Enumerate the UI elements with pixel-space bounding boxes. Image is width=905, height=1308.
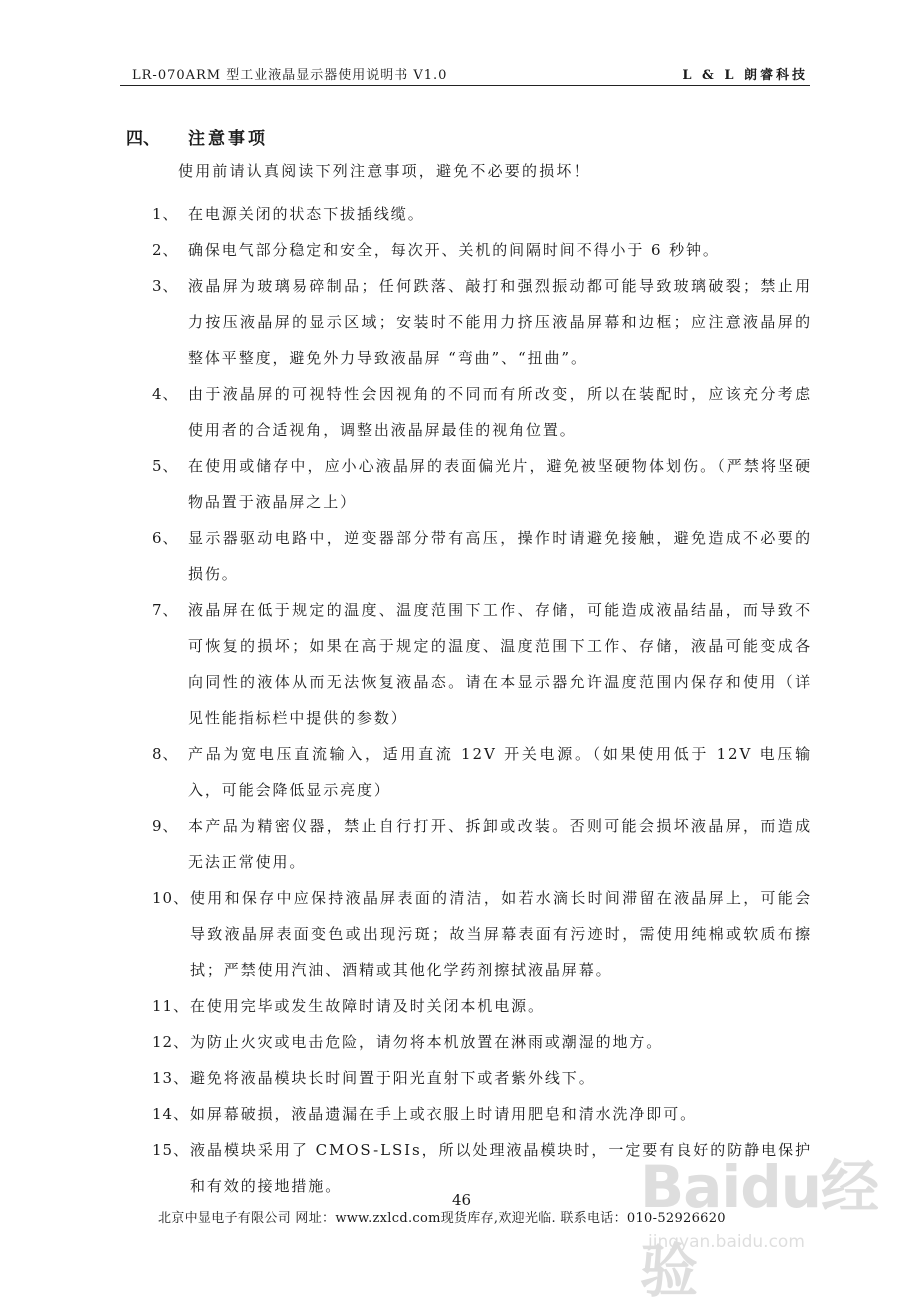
header-document-title: LR-070ARM 型工业液晶显示器使用说明书 V1.0 — [132, 68, 448, 83]
list-item — [152, 736, 812, 808]
intro-text: 使用前请认真阅读下列注意事项，避免不必要的损坏！ — [178, 162, 591, 180]
list-item-number: 2、 — [152, 241, 179, 259]
list-item-text: 避免将液晶模块长时间置于阳光直射下或者紫外线下。 — [190, 1069, 596, 1087]
list-item-text: 在使用完毕或发生故障时请及时关闭本机电源。 — [190, 997, 545, 1015]
list-item-text: 液晶屏为玻璃易碎制品；任何跌落、敲打和强烈振动都可能导致玻璃破裂；禁止用力按压液晶屏的显示区域；安装时不能用力挤压液晶屏幕和边框；应注意液晶屏的整体平整度，避免外力导致液晶屏 “弯曲”、“扭曲”。 — [188, 277, 812, 367]
list-item-number: 14、 — [152, 1105, 190, 1123]
list-item-number: 12、 — [152, 1033, 190, 1051]
list-item-text: 液晶模块采用了 CMOS-LSIs，所以处理液晶模块时，一定要有良好的防静电保护和有效的接地措施。 — [190, 1141, 812, 1195]
list-item-number: 7、 — [152, 601, 179, 619]
list-item-text: 在电源关闭的状态下拔插线缆。 — [188, 205, 425, 223]
watermark-url: jingyan.baidu.com — [648, 1232, 805, 1252]
list-item — [152, 448, 812, 520]
list-item — [152, 988, 812, 1024]
list-item-text: 液晶屏在低于规定的温度、温度范围下工作、存储，可能造成液晶结晶，而导致不可恢复的损坏；如果在高于规定的温度、温度范围下工作、存储，液晶可能变成各向同性的液体从而无法恢复液晶态。请在本显示器允许温度范围内保存和使用（详见性能指标栏中提供的参数） — [188, 601, 812, 727]
list-item-number: 8、 — [152, 745, 179, 763]
header-divider — [120, 85, 810, 86]
list-item-text: 产品为宽电压直流输入，适用直流 12V 开关电源。（如果使用低于 12V 电压输入，可能会降低显示亮度） — [188, 745, 812, 799]
section-title: 注意事项 — [188, 129, 268, 149]
list-item-text: 在使用或储存中，应小心液晶屏的表面偏光片，避免被坚硬物体划伤。（严禁将坚硬物品置于液晶屏之上） — [188, 457, 812, 511]
list-item-number: 11、 — [152, 997, 190, 1015]
list-item-number: 15、 — [152, 1141, 190, 1159]
page-number: 46 — [452, 1191, 472, 1209]
list-item — [152, 1060, 812, 1096]
list-item-number: 13、 — [152, 1069, 190, 1087]
watermark-logo: Baidu经验 — [640, 1153, 879, 1305]
list-item-text: 为防止火灾或电击危险，请勿将本机放置在淋雨或潮湿的地方。 — [190, 1033, 664, 1051]
header-company-name: L & L 朗睿科技 — [682, 68, 808, 83]
list-item — [152, 1096, 812, 1132]
list-item — [152, 592, 812, 736]
precautions-list — [152, 196, 812, 1204]
list-item — [152, 196, 812, 232]
list-item-number: 4、 — [152, 385, 179, 403]
list-item — [152, 880, 812, 988]
list-item-number: 9、 — [152, 817, 179, 835]
list-item-number: 6、 — [152, 529, 179, 547]
list-item-number: 1、 — [152, 205, 179, 223]
page-header — [120, 62, 810, 86]
list-item-text: 显示器驱动电路中，逆变器部分带有高压，操作时请避免接触，避免造成不必要的损伤。 — [188, 529, 812, 583]
list-item-number: 10、 — [152, 889, 190, 907]
section-heading — [126, 124, 268, 149]
list-item-number: 5、 — [152, 457, 179, 475]
watermark — [640, 1140, 890, 1305]
list-item-text: 本产品为精密仪器，禁止自行打开、拆卸或改装。否则可能会损坏液晶屏，而造成无法正常使用。 — [188, 817, 812, 871]
footer-company-info: 北京中显电子有限公司 网址：www.zxlcd.com现货库存,欢迎光临. 联系电话：010-52926620 — [158, 1211, 726, 1226]
list-item-text: 如屏幕破损，液晶遗漏在手上或衣服上时请用肥皂和清水洗净即可。 — [190, 1105, 698, 1123]
list-item-text: 由于液晶屏的可视特性会因视角的不同而有所改变，所以在装配时，应该充分考虑使用者的合适视角，调整出液晶屏最佳的视角位置。 — [188, 385, 812, 439]
list-item — [152, 808, 812, 880]
section-number: 四、 — [126, 129, 160, 149]
list-item — [152, 232, 812, 268]
list-item — [152, 376, 812, 448]
list-item — [152, 268, 812, 376]
list-item-text: 确保电气部分稳定和安全，每次开、关机的间隔时间不得小于 6 秒钟。 — [188, 241, 720, 259]
list-item — [152, 1024, 812, 1060]
list-item-text: 使用和保存中应保持液晶屏表面的清洁，如若水滴长时间滞留在液晶屏上，可能会导致液晶屏表面变色或出现污斑；故当屏幕表面有污迹时，需使用纯棉或软质布擦拭；严禁使用汽油、酒精或其他化学药剂擦拭液晶屏幕。 — [190, 889, 812, 979]
list-item — [152, 520, 812, 592]
list-item-number: 3、 — [152, 277, 179, 295]
